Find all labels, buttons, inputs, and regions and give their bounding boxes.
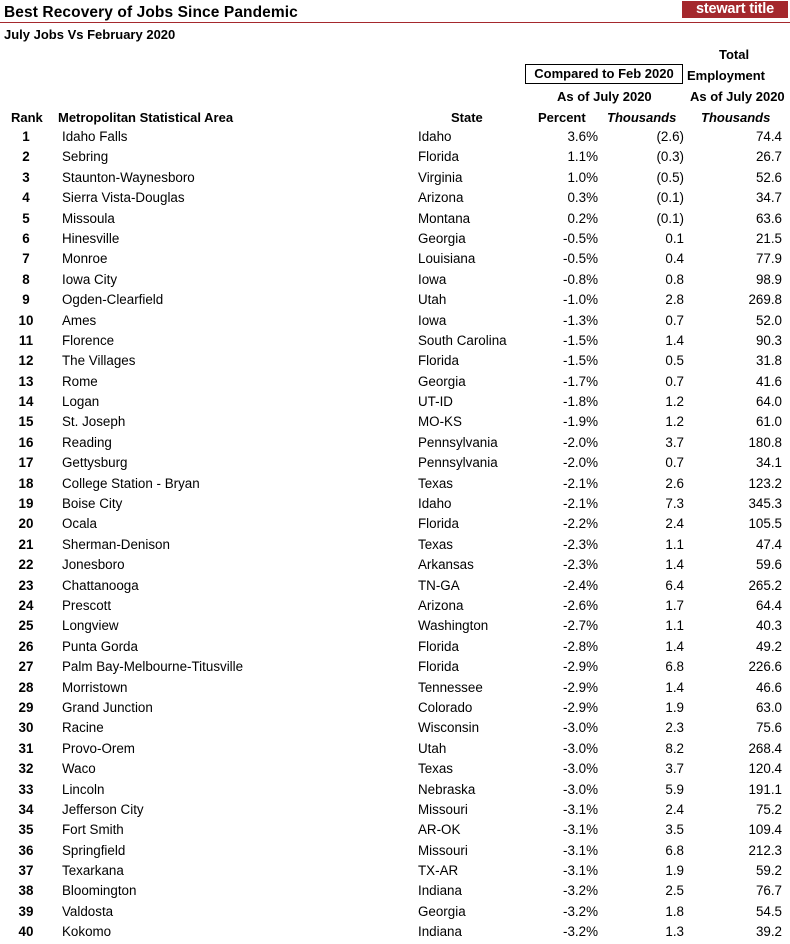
percent-cell: 1.0% [567, 169, 598, 185]
total-employment-cell: 75.2 [755, 801, 782, 817]
thousands-cell: 1.9 [665, 863, 684, 879]
total-employment-cell: 34.7 [755, 190, 782, 206]
thousands-cell: 2.4 [665, 801, 684, 817]
percent-cell: -1.8% [563, 394, 598, 410]
state-cell: Florida [418, 516, 459, 532]
msa-cell: Sebring [62, 149, 109, 165]
thousands-cell: 2.3 [665, 720, 684, 736]
rank-cell: 26 [18, 638, 34, 654]
percent-cell: -0.5% [563, 251, 598, 267]
percent-cell: 1.1% [567, 149, 598, 165]
thousands-cell: (0.5) [656, 169, 684, 185]
total-employment-cell: 64.0 [755, 394, 782, 410]
table-row [0, 168, 790, 188]
total-employment-cell: 59.2 [755, 863, 782, 879]
state-cell: Texas [418, 475, 453, 491]
rank-cell: 35 [18, 822, 34, 838]
percent-cell: -3.1% [563, 863, 598, 879]
total-employment-cell: 21.5 [755, 230, 782, 246]
state-cell: Arizona [418, 190, 464, 206]
thousands-cell: 0.4 [665, 251, 684, 267]
state-cell: Missouri [418, 842, 468, 858]
table-row [0, 535, 790, 555]
percent-cell: -3.0% [563, 781, 598, 797]
msa-cell: Fort Smith [62, 822, 124, 838]
total-employment-cell: 49.2 [755, 638, 782, 654]
header-rank: Rank [11, 110, 43, 125]
rank-cell: 25 [18, 618, 34, 634]
thousands-cell: 1.9 [665, 699, 684, 715]
state-cell: Arizona [418, 597, 464, 613]
percent-cell: -3.0% [563, 740, 598, 756]
state-cell: UT-ID [418, 394, 453, 410]
rank-cell: 3 [22, 169, 30, 185]
msa-cell: Springfield [62, 842, 126, 858]
thousands-cell: 3.7 [665, 761, 684, 777]
header-compared-box: Compared to Feb 2020 [525, 64, 683, 84]
total-employment-cell: 64.4 [755, 597, 782, 613]
rank-cell: 19 [18, 496, 34, 512]
rank-cell: 29 [18, 699, 34, 715]
thousands-cell: 3.7 [665, 434, 684, 450]
state-cell: Florida [418, 659, 459, 675]
state-cell: Pennsylvania [418, 455, 498, 471]
state-cell: Wisconsin [418, 720, 480, 736]
table-row [0, 311, 790, 331]
rank-cell: 12 [18, 353, 34, 369]
table-row [0, 759, 790, 779]
rank-cell: 20 [18, 516, 34, 532]
msa-cell: Jonesboro [62, 557, 125, 573]
report-title: Best Recovery of Jobs Since Pandemic [4, 4, 298, 21]
table-row [0, 861, 790, 881]
rank-cell: 27 [18, 659, 34, 675]
thousands-cell: 2.8 [665, 292, 684, 308]
table-row [0, 453, 790, 473]
total-employment-cell: 226.6 [748, 659, 782, 675]
rank-cell: 2 [22, 149, 30, 165]
thousands-cell: 0.5 [665, 353, 684, 369]
msa-cell: Rome [62, 373, 98, 389]
total-employment-cell: 74.4 [755, 129, 782, 144]
thousands-cell: 1.2 [665, 414, 684, 430]
msa-cell: Punta Gorda [62, 638, 138, 654]
msa-cell: Bloomington [62, 883, 137, 899]
msa-cell: Ogden-Clearfield [62, 292, 164, 308]
state-cell: Utah [418, 740, 447, 756]
msa-cell: Prescott [62, 597, 112, 613]
state-cell: MO-KS [418, 414, 462, 430]
msa-cell: Idaho Falls [62, 129, 128, 144]
msa-cell: Gettysburg [62, 455, 128, 471]
rank-cell: 28 [18, 679, 34, 695]
msa-cell: Reading [62, 434, 112, 450]
rank-cell: 14 [18, 394, 34, 410]
state-cell: TX-AR [418, 863, 459, 879]
total-employment-cell: 212.3 [748, 842, 782, 858]
thousands-cell: (0.1) [656, 190, 684, 206]
thousands-cell: 1.2 [665, 394, 684, 410]
thousands-cell: 3.5 [665, 822, 684, 838]
thousands-cell: 1.8 [665, 903, 684, 919]
total-employment-cell: 76.7 [755, 883, 782, 899]
rank-cell: 40 [18, 924, 34, 940]
state-cell: Florida [418, 638, 459, 654]
state-cell: Pennsylvania [418, 434, 498, 450]
rank-cell: 8 [22, 271, 30, 287]
msa-cell: Provo-Orem [62, 740, 135, 756]
table-row [0, 678, 790, 698]
percent-cell: -1.9% [563, 414, 598, 430]
rank-cell: 36 [18, 842, 34, 858]
thousands-cell: 0.1 [665, 230, 684, 246]
msa-cell: Logan [62, 394, 100, 410]
rank-cell: 4 [22, 190, 30, 206]
rank-cell: 33 [18, 781, 34, 797]
percent-cell: -2.4% [563, 577, 598, 593]
percent-cell: -2.9% [563, 699, 598, 715]
msa-cell: Grand Junction [62, 699, 153, 715]
rank-cell: 10 [18, 312, 34, 328]
state-cell: South Carolina [418, 332, 507, 348]
percent-cell: -1.0% [563, 292, 598, 308]
state-cell: Texas [418, 536, 453, 552]
state-cell: Idaho [418, 129, 452, 144]
total-employment-cell: 52.0 [755, 312, 782, 328]
rank-cell: 30 [18, 720, 34, 736]
total-employment-cell: 77.9 [755, 251, 782, 267]
rank-cell: 17 [18, 455, 34, 471]
thousands-cell: 1.4 [665, 638, 684, 654]
thousands-cell: 0.8 [665, 271, 684, 287]
table-row [0, 616, 790, 636]
state-cell: Louisiana [418, 251, 476, 267]
rank-cell: 7 [22, 251, 30, 267]
msa-cell: Iowa City [62, 271, 118, 287]
rank-cell: 32 [18, 761, 34, 777]
percent-cell: 0.2% [567, 210, 598, 226]
msa-cell: Palm Bay-Melbourne-Titusville [62, 659, 244, 675]
msa-cell: Kokomo [62, 924, 112, 940]
rank-cell: 15 [18, 414, 34, 430]
rank-cell: 22 [18, 557, 34, 573]
msa-cell: College Station - Bryan [62, 475, 200, 491]
total-employment-cell: 63.0 [755, 699, 782, 715]
msa-cell: Lincoln [62, 781, 105, 797]
msa-cell: Florence [62, 332, 115, 348]
msa-cell: Hinesville [62, 230, 120, 246]
rank-cell: 16 [18, 434, 34, 450]
table-row [0, 718, 790, 738]
percent-cell: -2.6% [563, 597, 598, 613]
total-employment-cell: 46.6 [755, 679, 782, 695]
total-employment-cell: 120.4 [748, 761, 782, 777]
total-employment-cell: 345.3 [748, 496, 782, 512]
rank-cell: 13 [18, 373, 34, 389]
table-row [0, 209, 790, 229]
percent-cell: -3.2% [563, 924, 598, 940]
rank-cell: 24 [18, 597, 34, 613]
table-row [0, 576, 790, 596]
total-employment-cell: 75.6 [755, 720, 782, 736]
percent-cell: -2.0% [563, 455, 598, 471]
state-cell: Iowa [418, 312, 447, 328]
stewart-title-logo: stewart title [682, 1, 788, 18]
thousands-cell: 2.4 [665, 516, 684, 532]
table-row [0, 331, 790, 351]
percent-cell: -3.1% [563, 801, 598, 817]
thousands-cell: 1.4 [665, 557, 684, 573]
table-row [0, 372, 790, 392]
msa-cell: Racine [62, 720, 104, 736]
rank-cell: 1 [22, 129, 30, 144]
thousands-cell: 1.3 [665, 924, 684, 940]
table-row [0, 270, 790, 290]
state-cell: Virginia [418, 169, 463, 185]
table-row [0, 780, 790, 800]
rank-cell: 5 [22, 210, 30, 226]
percent-cell: -2.8% [563, 638, 598, 654]
total-employment-cell: 191.1 [748, 781, 782, 797]
thousands-cell: 6.8 [665, 659, 684, 675]
percent-cell: -3.0% [563, 761, 598, 777]
total-employment-cell: 59.6 [755, 557, 782, 573]
table-row [0, 392, 790, 412]
table-row [0, 127, 790, 147]
thousands-cell: 5.9 [665, 781, 684, 797]
percent-cell: -3.1% [563, 842, 598, 858]
table-row [0, 433, 790, 453]
rank-cell: 9 [22, 292, 30, 308]
msa-cell: Texarkana [62, 863, 124, 879]
percent-cell: -1.7% [563, 373, 598, 389]
state-cell: Montana [418, 210, 471, 226]
header-percent: Percent [538, 110, 586, 125]
total-employment-cell: 98.9 [755, 271, 782, 287]
thousands-cell: (2.6) [656, 129, 684, 144]
percent-cell: -2.2% [563, 516, 598, 532]
rank-cell: 21 [18, 536, 34, 552]
thousands-cell: 0.7 [665, 312, 684, 328]
state-cell: Iowa [418, 271, 447, 287]
state-cell: Washington [418, 618, 489, 634]
thousands-cell: 6.8 [665, 842, 684, 858]
thousands-cell: (0.1) [656, 210, 684, 226]
rank-cell: 37 [18, 863, 34, 879]
msa-cell: Sierra Vista-Douglas [62, 190, 185, 206]
table-row [0, 841, 790, 861]
msa-cell: Monroe [62, 251, 108, 267]
percent-cell: -1.5% [563, 353, 598, 369]
total-employment-cell: 123.2 [748, 475, 782, 491]
msa-cell: Boise City [62, 496, 123, 512]
thousands-cell: 1.4 [665, 332, 684, 348]
thousands-cell: 6.4 [665, 577, 684, 593]
msa-cell: Morristown [62, 679, 128, 695]
table-row [0, 800, 790, 820]
rank-cell: 23 [18, 577, 34, 593]
state-cell: Idaho [418, 496, 452, 512]
percent-cell: -3.2% [563, 903, 598, 919]
percent-cell: -3.0% [563, 720, 598, 736]
total-employment-cell: 105.5 [748, 516, 782, 532]
table-row [0, 351, 790, 371]
state-cell: AR-OK [418, 822, 461, 838]
state-cell: Arkansas [418, 557, 474, 573]
msa-cell: Chattanooga [62, 577, 139, 593]
state-cell: Tennessee [418, 679, 483, 695]
header-employment: Employment [687, 68, 766, 83]
state-cell: Georgia [418, 230, 466, 246]
rank-cell: 6 [22, 230, 30, 246]
thousands-cell: 1.1 [665, 618, 684, 634]
total-employment-cell: 39.2 [755, 924, 782, 940]
total-employment-cell: 90.3 [755, 332, 782, 348]
percent-cell: -2.1% [563, 496, 598, 512]
thousands-cell: 1.1 [665, 536, 684, 552]
rank-cell: 34 [18, 801, 34, 817]
percent-cell: -2.1% [563, 475, 598, 491]
percent-cell: -2.9% [563, 679, 598, 695]
thousands-cell: 1.7 [665, 597, 684, 613]
header-total-as-of: As of July 2020 [690, 89, 785, 104]
percent-cell: -2.3% [563, 536, 598, 552]
table-row [0, 147, 790, 167]
msa-cell: Sherman-Denison [62, 536, 170, 552]
rank-cell: 18 [18, 475, 34, 491]
total-employment-cell: 269.8 [748, 292, 782, 308]
table-row [0, 922, 790, 942]
msa-cell: Missoula [62, 210, 115, 226]
table-row [0, 820, 790, 840]
msa-cell: Longview [62, 618, 119, 634]
table-row [0, 657, 790, 677]
total-employment-cell: 40.3 [755, 618, 782, 634]
thousands-cell: 2.6 [665, 475, 684, 491]
jobs-table-body [0, 127, 790, 943]
table-row [0, 249, 790, 269]
thousands-cell: 0.7 [665, 455, 684, 471]
msa-cell: Staunton-Waynesboro [62, 169, 195, 185]
state-cell: Nebraska [418, 781, 476, 797]
percent-cell: -3.2% [563, 883, 598, 899]
table-row [0, 229, 790, 249]
table-row [0, 514, 790, 534]
table-row [0, 698, 790, 718]
total-employment-cell: 61.0 [755, 414, 782, 430]
rank-cell: 11 [18, 332, 34, 348]
total-employment-cell: 63.6 [755, 210, 782, 226]
total-employment-cell: 52.6 [755, 169, 782, 185]
percent-cell: 3.6% [567, 129, 598, 144]
table-row [0, 902, 790, 922]
total-employment-cell: 54.5 [755, 903, 782, 919]
rank-cell: 39 [18, 903, 34, 919]
table-row [0, 881, 790, 901]
percent-cell: 0.3% [567, 190, 598, 206]
total-employment-cell: 31.8 [755, 353, 782, 369]
header-as-of-july: As of July 2020 [557, 89, 652, 104]
state-cell: Florida [418, 149, 459, 165]
percent-cell: -0.8% [563, 271, 598, 287]
thousands-cell: 7.3 [665, 496, 684, 512]
total-employment-cell: 109.4 [748, 822, 782, 838]
total-employment-cell: 47.4 [755, 536, 782, 552]
state-cell: TN-GA [418, 577, 460, 593]
msa-cell: Waco [62, 761, 96, 777]
state-cell: Indiana [418, 924, 462, 940]
total-employment-cell: 26.7 [755, 149, 782, 165]
table-row [0, 739, 790, 759]
header-thousands: Thousands [607, 110, 677, 125]
table-row [0, 637, 790, 657]
percent-cell: -2.7% [563, 618, 598, 634]
state-cell: Georgia [418, 373, 466, 389]
thousands-cell: 0.7 [665, 373, 684, 389]
msa-cell: Jefferson City [62, 801, 144, 817]
percent-cell: -3.1% [563, 822, 598, 838]
thousands-cell: (0.3) [656, 149, 684, 165]
state-cell: Utah [418, 292, 447, 308]
state-cell: Colorado [418, 699, 473, 715]
table-row [0, 290, 790, 310]
table-row [0, 596, 790, 616]
msa-cell: Ocala [62, 516, 97, 532]
total-employment-cell: 34.1 [755, 455, 782, 471]
percent-cell: -0.5% [563, 230, 598, 246]
msa-cell: St. Joseph [62, 414, 126, 430]
percent-cell: -2.0% [563, 434, 598, 450]
total-employment-cell: 265.2 [748, 577, 782, 593]
state-cell: Missouri [418, 801, 468, 817]
table-row [0, 474, 790, 494]
state-cell: Indiana [418, 883, 462, 899]
percent-cell: -2.3% [563, 557, 598, 573]
table-row [0, 555, 790, 575]
thousands-cell: 8.2 [665, 740, 684, 756]
rank-cell: 38 [18, 883, 34, 899]
state-cell: Georgia [418, 903, 466, 919]
thousands-cell: 1.4 [665, 679, 684, 695]
header-state: State [451, 110, 483, 125]
header-total: Total [719, 47, 750, 62]
msa-cell: Ames [62, 312, 97, 328]
percent-cell: -1.5% [563, 332, 598, 348]
header-total-thousands: Thousands [701, 110, 771, 125]
header-msa: Metropolitan Statistical Area [58, 110, 234, 125]
total-employment-cell: 180.8 [748, 434, 782, 450]
thousands-cell: 2.5 [665, 883, 684, 899]
percent-cell: -1.3% [563, 312, 598, 328]
title-divider [0, 22, 790, 23]
msa-cell: Valdosta [62, 903, 114, 919]
state-cell: Florida [418, 353, 459, 369]
report-subtitle: July Jobs Vs February 2020 [4, 27, 176, 42]
rank-cell: 31 [18, 740, 34, 756]
msa-cell: The Villages [62, 353, 136, 369]
state-cell: Texas [418, 761, 453, 777]
table-row [0, 412, 790, 432]
percent-cell: -2.9% [563, 659, 598, 675]
total-employment-cell: 268.4 [748, 740, 782, 756]
table-row [0, 188, 790, 208]
table-row [0, 494, 790, 514]
total-employment-cell: 41.6 [755, 373, 782, 389]
